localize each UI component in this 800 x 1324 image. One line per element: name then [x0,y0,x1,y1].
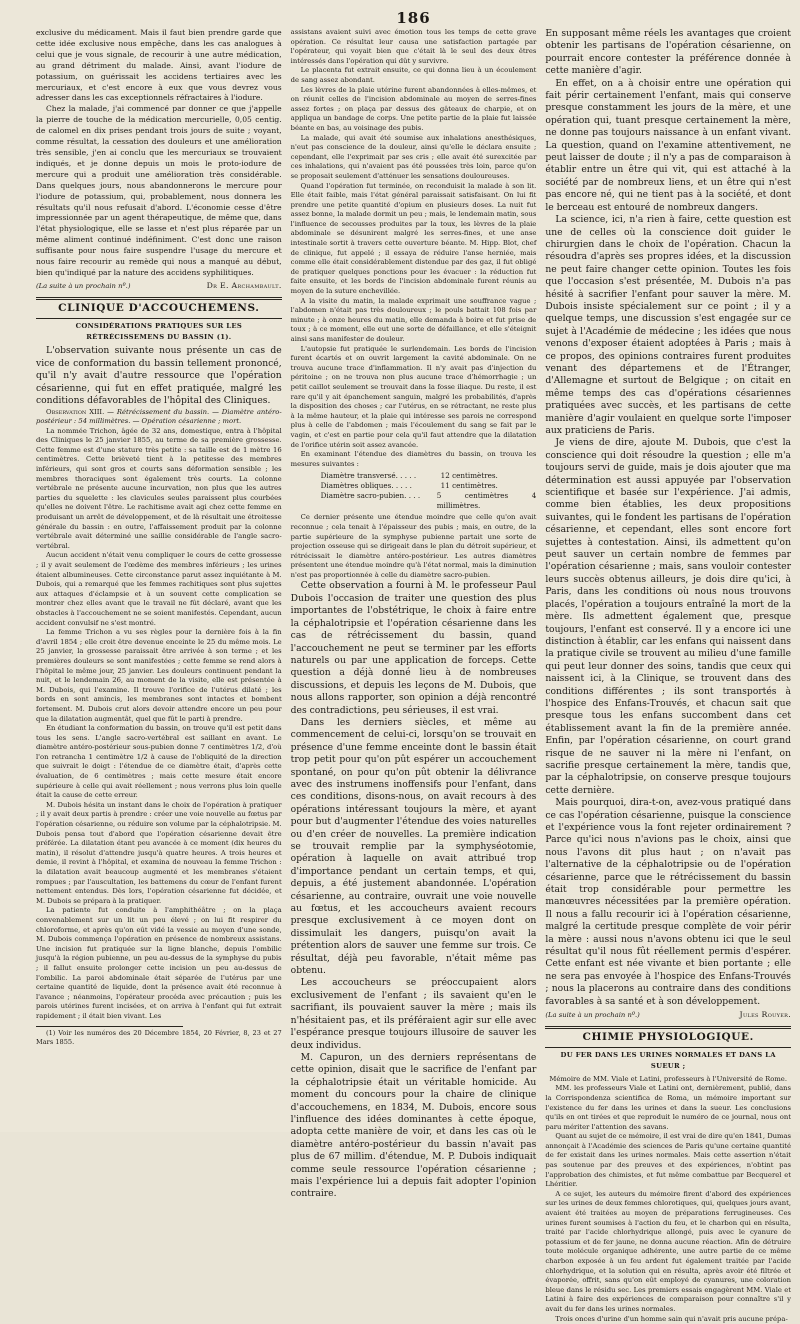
paragraph: En effet, on a à choisir entre une opération qui fait périr certainement l'enfant, mais qui conserve presque constamment les jours de la mère, et une opération qui, tuant presque certainement la mère, ne donne pas toujours naissance à un enfant vivant. La question, quand on l'examine attentivement, ne peut laisser de doute ; il n'y a pas de comparaison à établir entre un être qui vit, qui est attaché à la société par de nombreux liens, et un être qui n'est pas encore né, qui ne tient pas à la société, et dont le berceau est entouré de nombreux dangers. [545,77,792,213]
section-divider [545,1026,791,1029]
lead-paragraph: L'observation suivante nous présente un cas de vice de conformation du bassin tellement prononcé, qu'il n'y avait d'autre ressource que l'opération césarienne, qui fut en effet pratiquée, malgré les conditions défavorables de l'hôpital des Cliniques. [36,345,282,407]
dimensions-table [321,471,537,511]
paragraph: Quant au sujet de ce mémoire, il est vrai de dire qu'en 1841, Dumas annonçait à l'Académie des sciences de Paris qu'une certaine quantité de fer existait dans les urines normales. Mais cette assertion n'était pas soutenue par des preuves et des expériences, n'obtint pas l'approbation des chimistes, et fut même combattue par Becquerel et Lhéritier. [545,1132,792,1189]
footnote: (1) Voir les numéros des 20 Décembre 1854, 20 Février, 8, 23 et 27 Mars 1855. [36,1028,282,1046]
paragraph: En examinant l'étendue des diamètres du bassin, on trouva les mesures suivantes : [290,450,537,468]
paragraph: assistans avaient suivi avec émotion tous les temps de cette grave opération. Ce résultat leur causa une satisfaction partagée par l'opérateur, qui voyait bien que c'était là le seul des deux êtres intéressés dans l'opération qui dût y survivre. [290,28,537,65]
article-subtitle: CONSIDÉRATIONS PRATIQUES SUR LES RÉTRÉCISSEMENS DU BASSIN (1). [75,321,243,341]
observation-title: — Rétrécissement du bassin. — Diamètre antéro-postérieur : 54 millimètres. — Opération césarienne ; mort. [36,407,282,426]
paragraph: Mais pourquoi, dira-t-on, avez-vous pratiqué dans ce cas l'opération césarienne, puisque la conscience et l'expérience vous la font rejeter ordinairement ? Parce qu'ici nous n'avions pas le choix, ainsi que nous l'avons dit plus haut ; on n'avait pas l'alternative de la céphalotripsie ou de l'opération césarienne, parce que le rétrécissement du bassin était trop considérable pour permettre les manœuvres nécessitées par la première opération. Il nous a fallu recourir ici à l'opération césarienne, malgré la certitude presque complète de voir périr la mère : aussi nous n'avons obtenu ici que le seul résultat qu'il nous fût réellement permis d'espérer. Cette enfant est née vivante et bien portante ; elle ne sera pas envoyée à l'hospice des Enfans-Trouvés ; nous la placerons au contraire dans des conditions favorables à sa santé et à son développement. [545,797,792,1007]
paragraph: M. Dubois hésita un instant dans le choix de l'opération à pratiquer ; il y avait deux partis à prendre : créer une voie nouvelle au fœtus par l'opération césarienne, ou réduire son volume par la céphalotripsie. M. Dubois pensa tout d'abord que l'opération césarienne devait être préférée. La dilatation étant peu avancée à ce moment (dix heures du matin), il résolut d'attendre jusqu'à quatre heures. A trois heures et demie, il revint à l'hôpital, et examina de nouveau la femme Trichon : la dilatation avait beaucoup augmenté et les membranes s'étaient rompues ; par l'auscultation, les battemens du cœur de l'enfant furent nettement entendus. Dès lors, l'opération césarienne fut décidée, et M. Dubois se prépara à la pratiquer. [36,800,282,905]
paragraph: Je viens de dire, ajoute M. Dubois, que c'est la conscience qui doit résoudre la question ; elle m'a toujours servi de guide, mais je dois ajouter que ma détermination est aussi appuyée par l'observation scientifique et basée sur l'expérience. J'ai admis, comme bien établies, les deux propositions suivantes, qui le fondent les partisans de l'opération césarienne, et cependant, elles sont encore fort sujettes à contestation. Ainsi, ils admettent qu'on peut sauver un certain nombre de femmes par l'opération césarienne ; mais, sans vouloir contester leurs succès obtenus ailleurs, je dois dire qu'ici, à Paris, dans les conditions où nous nous trouvons placés, l'opération a toujours entraîné la mort de la mère. Ils admettent également que, presque toujours, l'enfant est conservé. Il y a encore ici une distinction à établir, car les enfans qui naissent dans la pratique civile se trouvent au milieu d'une famille qui peut leur donner des soins, tandis que ceux qui naissent ici, à la Clinique, se trouvent dans des conditions différentes ; ils sont transportés à l'hospice des Enfans-Trouvés, et chacun sait que presque tous les enfans succombent dans cet établissement avant la fin de la première année. Enfin, par l'opération césarienne, on court grand risque de ne sauver ni la mère ni l'enfant, on sacrifie presque certainement la mère, tandis que, par la céphalotripsie, on conserve presque toujours cette dernière. [545,437,792,796]
section-title: CHIMIE PHYSIOLOGIQUE. [582,1031,754,1043]
paragraph: La nommée Trichon, âgée de 32 ans, domestique, entra à l'hôpital des Cliniques le 25 janvier 1855, au terme de sa première grossesse. Cette femme est d'une stature très petite : sa taille est de 1 mètre 16 centimètres. Cette brièveté tient à la petitesse des membres inférieurs, qui sont gros et courts sans déformation sensible ; les membres thoraciques sont également très courts. La colonne vertébrale ne présente aucune incurvation, non plus que les autres parties du squelette : les clavicules seules paraissent plus courbées qu'elles ne doivent l'être. Le rachitisme avait agi chez cette femme en produisant un arrêt de développement, et de là résultait une étroitesse générale du bassin : en outre, l'affaissement produit par la colonne vertébrale avait déterminé une saillie considérable de l'angle sacro-vertébral. [36,426,282,550]
paragraph: Dans les derniers siècles, et même au commencement de celui-ci, lorsqu'on se trouvait en présence d'une femme enceinte dont le bassin était trop petit pour qu'on pût espérer un accouchement spontané, on pour qu'on pût obtenir la délivrance avec des instrumens inoffensifs pour l'enfant, dans ces conditions, disons-nous, on avait recours à des opérations intéressant toujours la mère, et ayant pour but d'augmenter l'étendue des voies naturelles ou d'en créer de nouvelles. La première indication se trouvait remplie par la symphyséotomie, opération à laquelle on avait attribué trop d'importance pendant un certain temps, et qui, depuis, a été justement abandonnée. L'opération césarienne, au contraire, ouvrait une voie nouvelle au fœtus, et les accoucheurs avaient recours presque exclusivement à ce moyen dont on dissimulait les dangers, puisqu'on avait la prétention alors de sauver une femme sur trois. Ce résultat, déjà peu favorable, n'était même pas obtenu. [290,716,537,977]
dimension-value: 11 centimètres. [440,481,498,491]
author-name: Jules Rouyer. [739,1010,792,1020]
paragraph: A la visite du matin, la malade exprimait une souffrance vague ; l'abdomen n'était pas très douloureux ; le pouls battait 108 fois par minute ; à onze heures du matin, elle demanda à boire et fut prise de toux ; à ce moment, elle eut une sorte de défaillance, et elle s'éteignit ainsi sans manifester de douleur. [290,296,537,343]
observation-heading [36,408,282,427]
paragraph: Trois onces d'urine d'un homme sain qui n'avait pris aucune prépa- [555,1314,788,1323]
paragraph: L'autopsie fut pratiquée le surlendemain. Les bords de l'incision furent écartés et on ouvrit largement la cavité abdominale. On ne trouva aucune trace d'inflammation. Il n'y avait pas d'injection du péritoine ; on ne trouva non plus aucune trace d'hémorrhagie ; un petit caillot seulement se trouvait dans la fosse iliaque. Du reste, il est rare qu'il y ait épanchement sanguin, malgré les probabilités, d'après la disposition des choses ; car l'utérus, en se rétractant, ne reste plus à la même hauteur, et la plaie qui intéresse ses parois ne correspond plus à celle de l'abdomen ; mais l'écoulement du sang se fait par le vagin, et c'est en partie pour cela qu'il faut attendre que la dilatation de l'orifice utérin soit assez avancée. [290,344,537,449]
paragraph: MM. les professeurs Viale et Latini ont, dernièrement, publié, dans la Corrispondenza scientifica de Roma, un mémoire important sur l'existence du fer dans les urines et dans la sueur. Les conclusions qu'ils en ont tirées et que reproduit le numéro de ce journal, nous ont paru mériter l'attention des savans. [545,1084,792,1131]
dimension-label: Diamètre sacro-pubien. . . . [320,491,421,501]
paragraph: La science, ici, n'a rien à faire, cette question est une de celles où la conscience doit guider le chirurgien dans le choix de l'opération. Chacun la résoudra d'après ses propres idées, et la discussion ne peut faire changer cette opinion. Toutes les fois que l'occasion s'est présentée, M. Dubois n'a pas hésité à sacrifier l'enfant pour sauver la mère. M. Dubois insiste spécialement sur ce point ; il y a quelque temps, une discussion s'est engagée sur ce sujet à l'Académie de médecine ; les idées que nous venons d'exposer étaient adoptées à Paris ; mais à ce propos, des opinions contraires furent produites venant des départemens et de l'Étranger, d'Allemagne et surtout de Belgique ; on citait en même temps des cas d'opérations césariennes pratiquées avec succès, et les partisans de cette manière d'agir voulaient en quelque sorte l'imposer aux praticiens de Paris. [545,214,792,436]
dimension-row [321,481,537,491]
title-underline [545,1047,791,1048]
paragraph: Cette observation a fourni à M. le professeur Paul Dubois l'occasion de traiter une question des plus importantes de l'obstétrique, le choix à faire entre la céphalotripsie et l'opération césarienne dans les cas de rétrécissement du bassin, quand l'accouchement ne peut se terminer par les efforts naturels ou par une application de forceps. Cette question a déjà donné lieu à de nombreuses discussions, et depuis les leçons de M. Dubois, que nous allons rapporter, son opinion a déjà rencontré des contradictions, peu sérieuses, il est vrai. [290,580,537,716]
column-left [36,28,282,1124]
article-signature [545,1010,791,1021]
dimension-label: Diamètre transversé. . . . . [320,471,417,481]
column-right [545,28,792,1323]
paragraph: Les accoucheurs se préoccupaient alors exclusivement de l'enfant ; ils savaient qu'en le sacrifiant, ils pouvaient sauver la mère ; mais ils n'hésitaient pas, et ils préféraient agir sur elle avec l'espérance presque toujours illusoire de sauver les deux individus. [290,977,537,1051]
paragraph: La malade, qui avait été soumise aux inhalations anesthésiques, n'eut pas conscience de la douleur, ainsi qu'elle le déclara ensuite ; cependant, elle l'exprimait par ses cris ; elle avait été surexcitée par ces inhalations, qui n'avaient pas été poussées très loin, parce qu'on se proposait seulement d'atténuer les sensations douloureuses. [290,133,537,180]
dimension-row [321,491,537,511]
paragraph: M. Capuron, un des derniers représentans de cette opinion, disait que le sacrifice de l'enfant par la céphalotripsie était un véritable homicide. Au moment du concours pour la chaire de clinique d'accouchemens, en 1834, M. Dubois, encore sous l'influence des idées dominantes à cette époque, adopta cette manière de voir, et dans les cas où le diamètre antéro-postérieur du bassin n'avait pas plus de 67 millim. d'étendue, M. P. Dubois indiquait comme seule ressource l'opération césarienne ; mais l'expérience lui a depuis fait adopter l'opinion contraire. [290,1051,537,1200]
paragraph: Quand l'opération fut terminée, on reconduisit la malade à son lit. Elle était faible, mais l'état général paraissait satisfaisant. On lui fit prendre une petite quantité d'opium en plusieurs doses. La nuit fut assez bonne, la malade dormit un peu ; mais, le lendemain matin, sous l'influence de secousses produites par la toux, les lèvres de la plaie abdominale se désunirent malgré les serres-fines, et une anse intestinale sortit à travers cette ouverture béante. M. Hipp. Blot, chef de clinique, fut appelé ; il essaya de réduire l'anse herniée, mais comme elle était considérablement distendue par des gaz, il fut obligé de pratiquer quelques ponctions pour les évacuer : la réduction fut faite ensuite, et les bords de l'incision abdominale furent réunis au moyen de la suture enchevillée. [290,181,537,296]
paragraph: exclusive du médicament. Mais il faut bien prendre garde que cette idée exclusive nous empêche, dans les cas analogues à celui que je vous signale, de recourir à une autre médication, au grand détriment du malade. Ainsi, avant l'iodure de potassium, on guérissait les accidens tertiaires avec les mercuriaux, et c'est encore à eux que vous devrez vous adresser dans les cas exceptionnels réfractaires à l'iodure. [36,28,282,103]
paragraph: Aucun accident n'était venu compliquer le cours de cette grossesse ; il y avait seulement de l'œdème des membres inférieurs ; les urines étaient albumineuses. Cette circonstance parut assez inquiétante à M. Dubois, qui a remarqué que les femmes rachitiques sont plus sujettes aux attaques d'éclampsie et à un souvent cette complication se montrer chez elles avant que le travail ne fût déclaré, avant que les obstacles à l'accouchement ne se soient manifestés. Cependant, aucun accident convulsif ne s'est montré. [36,551,282,627]
paragraph: Chez la malade, j'ai commencé par donner ce que j'appelle la pierre de touche de la médication mercurielle, 0,05 centig. de calomel en dix prises pendant trois jours de suite ; voyant, comme résultat, la cessation des douleurs et une amélioration très sensible, j'en ai conclu que les mercuriaux se trouvaient indiqués, et je donne depuis un mois le proto-iodure de mercure qui a produit une amélioration très considérable. Dans quelques jours, nous abandonnerons le mercure pour l'iodure de potassium, qui, probablement, nous donnera les résultats qu'il nous refusait d'abord. L'économie cesse d'être impressionnée par un agent thérapeutique, de même que, dans l'état physiologique, elle se lasse et n'est plus réparée par un même aliment continué indéfiniment. C'est donc une raison suffisante pour nous faire suspendre l'usage du mercure et nous faire recourir au remède qui nous a manqué au début, bien qu'indiqué par la nature des accidens syphilitiques. [36,104,282,277]
paragraph: A ce sujet, les auteurs du mémoire firent d'abord des expériences sur les urines de deux femmes chlorotiques, qui, quelques jours avant, avaient été traitées au moyen de préparations ferrugineuses. Ces urines furent soumises à l'action du feu, et le charbon qui en résulta, traité par l'acide chlorhydrique allongé, puis avec le cyanure de potassium et de fer jaune, ne donna aucune réaction. Afin de détruire toute molécule organique adhérente, une autre partie de ce même charbon exposée à un feu ardent fut également traitée par l'acide chlorhydrique, et la solution qui en résulta, après avoir été filtrée et évaporée, offrit, sans qu'on eût employé de cyanures, une coloration bleue dans le résidu sec. Les premiers essais engagèrent MM. Viale et Latini à faire des expériences de comparaison pour connaître s'il y avait du fer dans les urines normales. [545,1189,792,1313]
continued-note: (La suite à un prochain nº.) [545,1011,640,1020]
paragraph: En étudiant la conformation du bassin, on trouve qu'il est petit dans tous les sens. L'angle sacro-vertébral est saillant en avant. Le diamètre antéro-postérieur sous-pubien donne 7 centimètres 1/2, d'où l'on retrancha 1 centimètre 1/2 à cause de l'obliquité de la direction que suivrait le doigt : l'étendue de ce diamètre était, d'après cette évaluation, de 6 centimètres ; mais cette mesure était encore supérieure à celle qui avait réellement ; nous verrons plus loin quelle était la cause de cette erreur. [36,724,282,800]
section-divider [36,297,282,300]
dimension-value: 5 centimètres 4 millimètres. [436,491,537,511]
dimension-value: 12 centimètres. [440,471,498,481]
text-columns [36,28,792,1323]
paragraph: Ce dernier présente une étendue moindre que celle qu'on avait reconnue ; cela tenait à l'épaisseur des pubis ; mais, en outre, de la partie supérieure de la symphyse pubienne partait une sorte de projection osseuse qui se dirigeait dans le plan du détroit supérieur, et rétrécissait le diamètre antéro-postérieur. Les autres diamètres présentent une étendue moindre qu'à l'état normal, mais la diminution n'est pas proportionnée à celle du diamètre sacro-pubien. [290,513,537,579]
continued-note: (La suite à un prochain nº.) [36,281,131,290]
paragraph: Les lèvres de la plaie utérine furent abandonnées à elles-mêmes, et on réunit celles de l'incision abdominale au moyen de serres-fines assez fortes ; on plaça par dessus des gâteaux de charpie, et on appliqua un bandage de corps. Une petite partie de la plaie fut laissée béante en bas, au voisinage des pubis. [290,85,537,132]
footnote-divider [36,1026,183,1027]
paragraph: Le placenta fut extrait ensuite, ce qui donna lieu à un écoulement de sang assez abondant. [290,66,537,84]
article-byline: Mémoire de MM. Viale et Latini, professeurs à l'Université de Rome. [549,1074,787,1083]
dimension-label: Diamètres obliques. . . . . [320,481,412,491]
page-number: 186 [396,9,431,27]
dimension-row [321,471,537,481]
article-subtitle: DU FER DANS LES URINES NORMALES ET DANS LA SUEUR ; [560,1050,776,1070]
article-signature [36,281,282,292]
section-title: CLINIQUE D'ACCOUCHEMENS. [58,301,260,314]
title-underline [36,318,282,319]
paragraph: En supposant même réels les avantages que croient obtenir les partisans de l'opération césarienne, on pourrait encore contester la préférence donnée à cette manière d'agir. [545,28,792,77]
observation-label: Observation XIII. [46,407,105,416]
author-name: Dr E. Archambault. [206,280,282,290]
paragraph: La patiente fut conduite à l'amphithéâtre ; on la plaça convenablement sur un lit un peu élevé ; on lui fit respirer du chloroforme, et après qu'on eût vidé la vessie au moyen d'une sonde, M. Dubois commença l'opération en présence de nombreux assistans. Une incision fut pratiquée sur la ligne blanche, depuis l'ombilic jusqu'à la région pubienne, un peu au-dessus de la symphyse du pubis ; il fallut ensuite prolonger cette incision un peu au-dessus de l'ombilic. La paroi abdominale était séparée de l'utérus par une certaine quantité de liquide, dont la présence avait été reconnue à l'avance ; néanmoins, l'opérateur procéda avec précaution ; puis les parois utérines furent incisées, et on arriva à l'enfant qui fut extrait rapidement ; il était bien vivant. Les [36,906,282,1020]
paragraph: La femme Trichon a vu ses règles pour la dernière fois à la fin d'avril 1854 ; elle croit être devenue enceinte le 25 du même mois. Le 25 janvier, la grossesse paraissait être arrivée à son terme ; et les premières douleurs se sont manifestées ; cette femme se rend alors à l'hôpital le même jour, 25 janvier. Les douleurs continuent pendant la nuit, et le lendemain 26, au moment de la visite, elle est présentée à M. Dubois, qui l'examine. Il trouve l'orifice de l'utérus dilaté ; les bords en sont amincis, les membranes sont intactes et bombent fortement. M. Dubois crut alors devoir attendre encore un peu pour que la dilatation augmentât, quel que fût le parti à prendre. [36,628,282,723]
column-middle [290,28,537,1200]
